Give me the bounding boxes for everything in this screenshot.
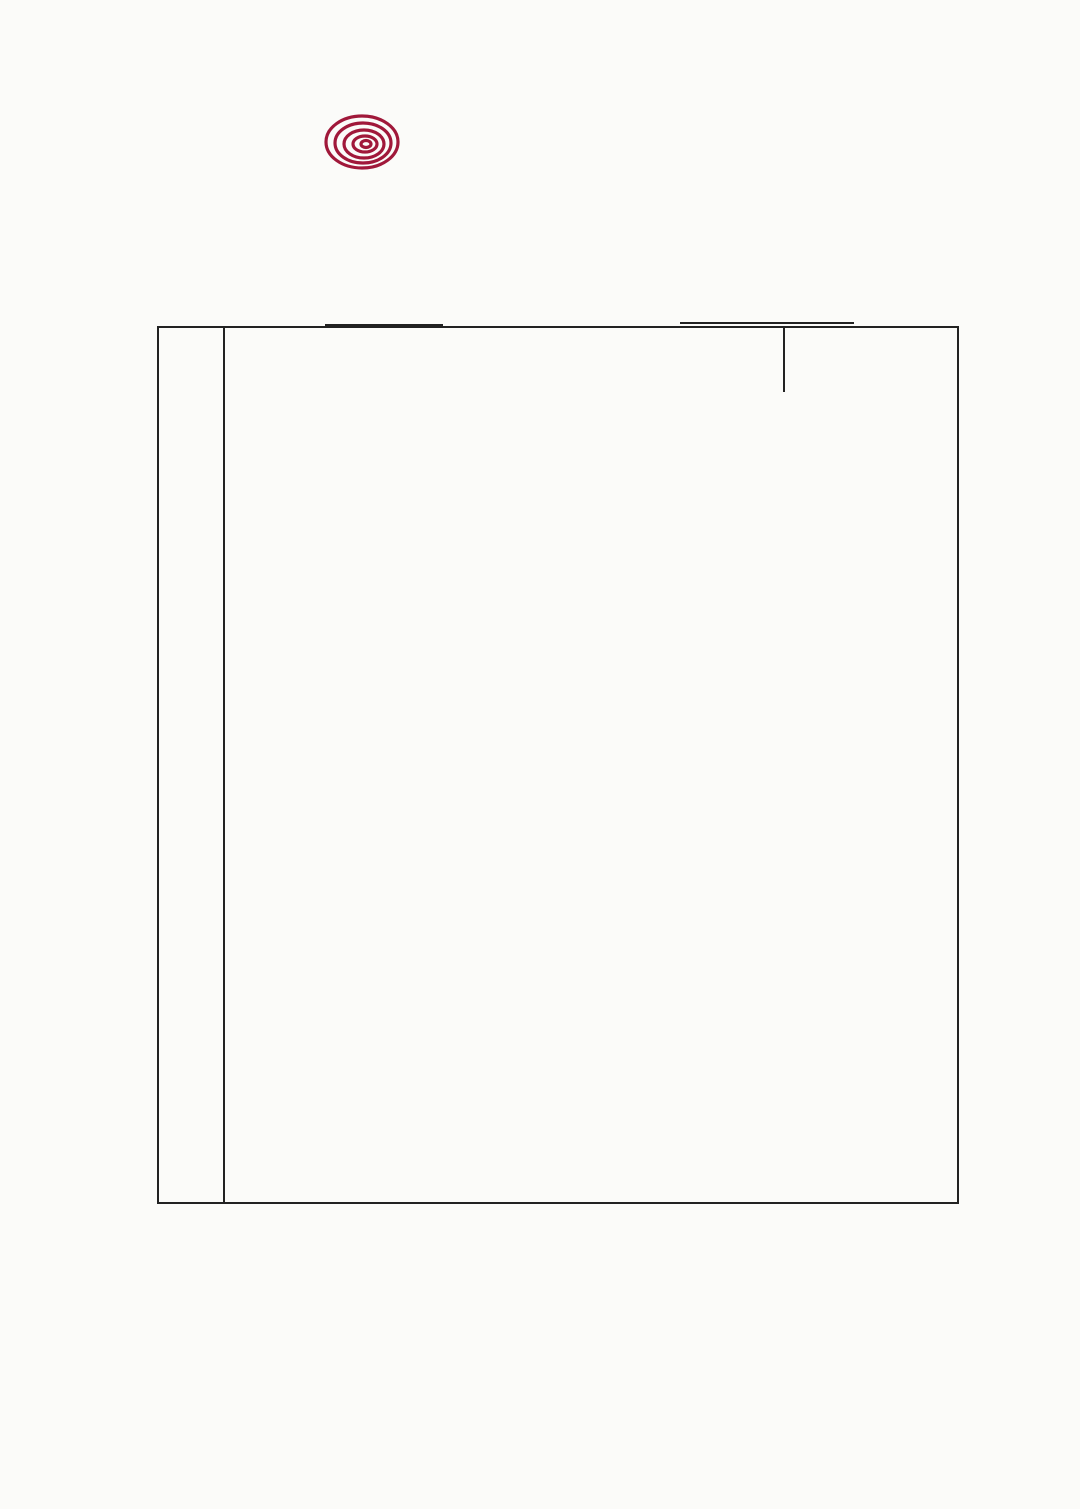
header-evaluation	[785, 328, 957, 392]
header-requirement	[225, 328, 785, 392]
checklist-table	[157, 326, 959, 1204]
checklist-grid	[225, 328, 957, 1202]
name-field[interactable]	[680, 280, 854, 324]
table-header-row	[225, 328, 957, 392]
spiral-logo-icon	[322, 112, 402, 172]
class-field[interactable]	[325, 292, 443, 326]
side-column	[159, 328, 225, 1202]
